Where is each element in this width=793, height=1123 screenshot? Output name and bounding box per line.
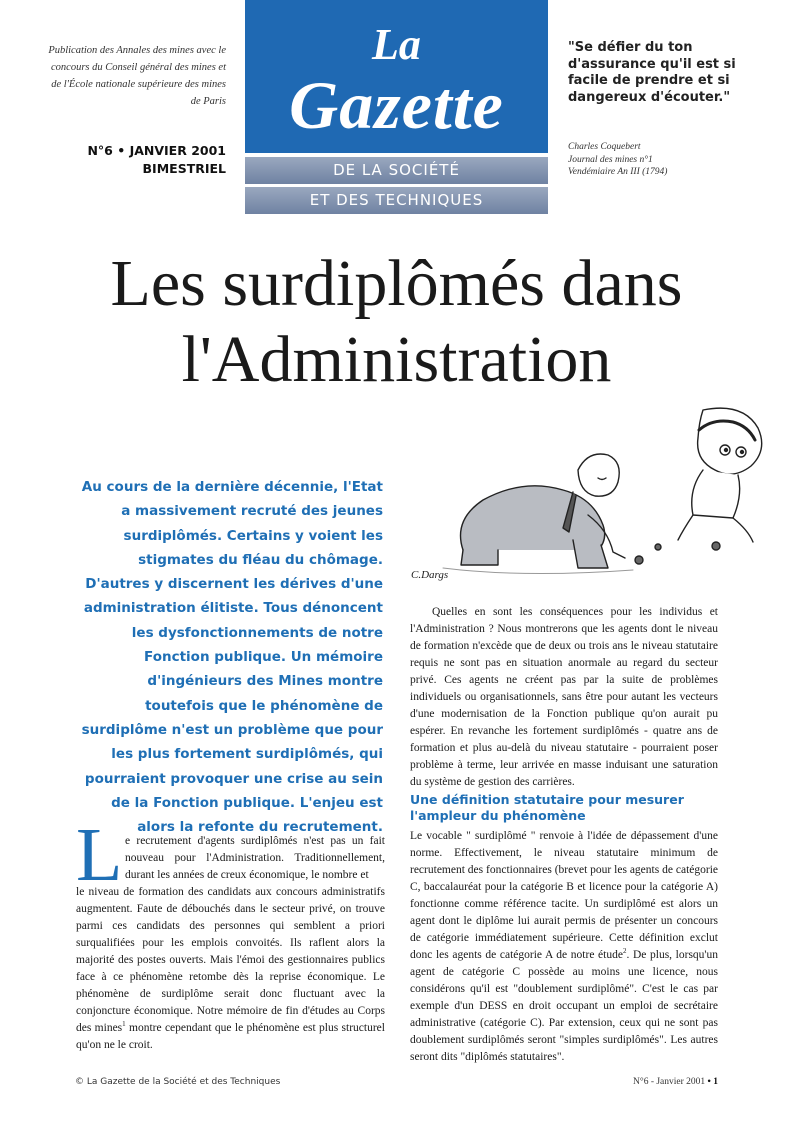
right-column-paragraph-2 xyxy=(410,828,718,1066)
article-title xyxy=(20,246,773,398)
masthead-band-societe: DE LA SOCIÉTÉ xyxy=(245,157,548,184)
title-line-1: Les surdiplômés dans xyxy=(110,247,683,320)
quote-date: Vendémiaire An III (1794) xyxy=(568,167,668,177)
masthead-band-techniques: ET DES TECHNIQUES xyxy=(245,187,548,214)
footer-separator: • xyxy=(707,1077,711,1087)
issue-info xyxy=(40,142,226,178)
publication-note: Publication des Annales des mines avec le concours du Conseil général des mines et de l'École nationale supérieure des mines de Paris xyxy=(48,45,226,107)
quote-source: Journal des mines n°1 xyxy=(568,154,653,165)
right-p2-part-b: . De plus, lorsqu'un agent de catégorie C possède au moins une licence, nous considérons qu'il est "doublement surdiplômé". C'est le cas par exemple d'un DESS en droit occupant un emploi de secrétaire administrative (catégorie C). Par extension, ceux qui ne sont pas doublement surdiplômés seront "simples surdiplômés". Les autres seront dits "diplômés statutaires". xyxy=(410,949,719,1063)
footer-page-info xyxy=(520,1077,718,1087)
footer-copyright: © La Gazette de la Société et des Techniques xyxy=(75,1077,281,1087)
quote-author: Charles Coquebert xyxy=(568,142,641,152)
footer-issue: N°6 - Janvier 2001 xyxy=(633,1077,706,1087)
header-quote: "Se défier du ton d'assurance qu'il est si facile de prendre et si dangereux d'écouter." xyxy=(568,40,736,105)
drop-cap: L xyxy=(76,813,123,897)
footnote-ref-2: 2 xyxy=(622,947,627,956)
issue-frequency: BIMESTRIEL xyxy=(142,161,226,176)
left-p2-end: montre cependant que le phénomène est plus structurel qu'on ne le croit. xyxy=(76,1022,385,1051)
illustration-signature: C.Dargs xyxy=(411,569,449,581)
footnote-ref-1: 1 xyxy=(122,1020,126,1029)
section-heading: Une définition statutaire pour mesurer l'ampleur du phénomène xyxy=(410,792,684,823)
quote-attribution xyxy=(568,141,768,179)
right-column-paragraph-1: Quelles en sont les conséquences pour les individus et l'Administration ? Nous montrerons que les agents dont le niveau de formation n'excède que de deux ou trois ans le niveau statutaire requis ne sont pas en situation anormale au regard du secteur privé. Ces agents ne créent pas par la suite de problèmes individuels ou organisationnels, sans être pour autant les vecteurs d'une modernisation de la Fonction publique qu'on aurait pu espérer. En revanche les fortement surdiplômés - quatre ans de formation et plus au-delà du niveau statutaire - pourraient poser problème à terme, leur arrivée en masse induisant une saturation du système de gestion des carrières. xyxy=(410,606,718,788)
article-intro: Au cours de la dernière décennie, l'Etat a massivement recruté des jeunes surdiplômés. Certains y voient les stigmates du fléau du chômage. D'autres y discernent les dérives d'une administration élitiste. Tous dénoncent les dysfonctionnements de notre Fonction publique. Un mémoire d'ingénieurs des Mines montre toutefois que le phénomène de surdiplôme n'est un problème que pour les plus fortement surdiplômés, qui pourraient provoquer une crise au sein de la Fonction publique. L'enjeu est alors la refonte du recrutement. xyxy=(81,479,383,836)
issue-number: N°6 • JANVIER 2001 xyxy=(87,143,226,158)
masthead-la: La xyxy=(372,20,421,69)
right-p2-part-a: Le vocable " surdiplômé " renvoie à l'idée de dépassement d'une norme. Effectivement, le niveau statutaire minimum de recrutement des fonctionnaires (brevet pour les agents de catégorie C, baccalauréat pour la catégorie B et licence pour la catégorie A) fonctionne comme référence tacite. Un surdiplômé est alors un agent dont le diplôme lui aurait permis de présenter un concours de catégorie immédiatement supérieure. Cette définition exclut donc les agents de catégorie A de notre étude xyxy=(410,830,718,961)
left-p2-text: le niveau de formation des candidats aux concours administratifs augmentent. Faute de débouchés dans le secteur privé, on trouve parmi ces candidats des personnes qui semblent a priori surqualifiées pour les emplois convoités. Ils raflent alors la majorité des postes ouverts. Mais l'émoi des gestionnaires publics face à ce phénomène retombe dès la reprise économique. Le phénomène de surdiplôme serait donc fluctuant avec la conjoncture économique. Notre mémoire de fin d'études au Corps des mines xyxy=(76,886,385,1034)
title-line-2: l'Administration xyxy=(181,323,612,396)
masthead-gazette: Gazette xyxy=(289,67,504,143)
left-column-first-lines: e recrutement d'agents surdiplômés n'est pas un fait nouveau pour l'Administration. Traditionnellement, durant les années de creux économique, le nombre et xyxy=(125,835,385,881)
left-column-paragraph xyxy=(76,884,385,1054)
page-number: 1 xyxy=(713,1077,718,1087)
cartoon-illustration xyxy=(403,400,773,585)
